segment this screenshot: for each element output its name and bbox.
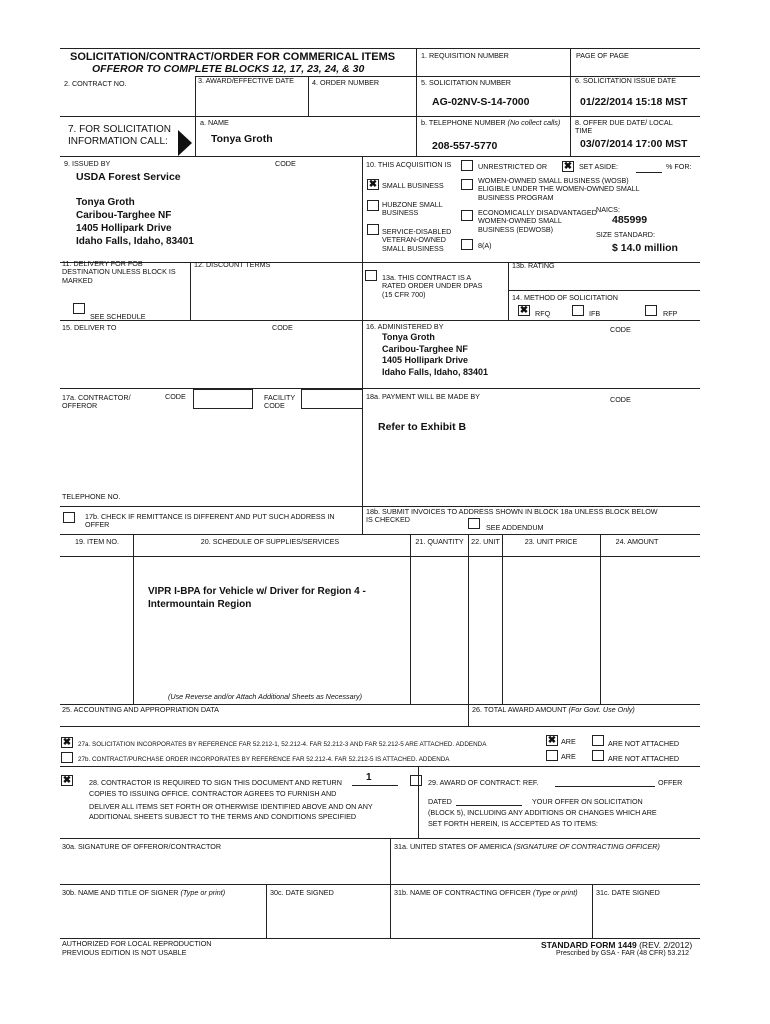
fob-destination-label: 11. DELIVERY FOR FOB DESTINATION UNLESS BLOCK IS MARKED (62, 259, 176, 285)
administered-by-label: 16. ADMINISTERED BY (366, 322, 444, 331)
award-effective-date-label: 3. AWARD/EFFECTIVE DATE (198, 76, 294, 85)
name-label: a. NAME (200, 118, 229, 127)
see-schedule-checkbox[interactable] (73, 303, 85, 314)
payment-made-by-value: Refer to Exhibit B (378, 421, 467, 433)
issuing-agency: USDA Forest Service (76, 171, 181, 183)
29-line-3: (BLOCK 5), INCLUDING ANY ADDITIONS OR CHANGES WHICH ARE (428, 808, 657, 817)
percent-for-label: % FOR: (666, 162, 692, 171)
info-call-label-1: 7. FOR SOLICITATION (68, 124, 171, 135)
officer-date-signed-label: 31c. DATE SIGNED (596, 888, 660, 897)
solicitation-issue-date-value: 01/22/2014 15:18 MST (580, 96, 688, 108)
naics-label: NAICS: (596, 205, 620, 214)
col-unit-price: 23. UNIT PRICE (524, 537, 578, 546)
edwosb-label: ECONOMICALLY DISADVANTAGED WOMEN-OWNED SMALL BUSINESS (EDWOSB) (478, 208, 597, 234)
29-offer-label: OFFER (658, 778, 683, 787)
signature-usa-text: 31a. UNITED STATES OF AMERICA (394, 842, 512, 851)
27b-checkbox[interactable] (61, 752, 73, 763)
28-copies-value: 1 (366, 772, 372, 783)
remittance-different-checkbox[interactable] (63, 512, 75, 523)
facility-code-field[interactable] (301, 389, 363, 409)
footer-previous-edition: PREVIOUS EDITION IS NOT USABLE (62, 948, 187, 957)
29-line-2: YOUR OFFER ON SOLICITATION (532, 797, 643, 806)
small-business-label: SMALL BUSINESS (382, 181, 444, 190)
27a-checkbox[interactable]: ✖ (62, 737, 72, 748)
telephone-label-text: b. TELEPHONE NUMBER (421, 118, 506, 127)
order-number-label: 4. ORDER NUMBER (312, 78, 380, 87)
contracting-officer-name-text: 31b. NAME OF CONTRACTING OFFICER (394, 888, 531, 897)
footer-form-rev: (REV. 2/2012) (639, 940, 693, 950)
rfq-checkbox[interactable]: ✖ (519, 305, 529, 316)
issued-by-line-3: 1405 Hollipark Drive (76, 223, 172, 234)
27a-are-not-checkbox[interactable] (592, 735, 604, 746)
rated-order-checkbox[interactable] (365, 270, 377, 281)
see-addendum-checkbox[interactable] (468, 518, 480, 529)
28-line-1: 28. CONTRACTOR IS REQUIRED TO SIGN THIS DOCUMENT AND RETURN (89, 778, 342, 787)
signer-name-note: (Type or print) (180, 888, 226, 897)
schedule-note: (Use Reverse and/or Attach Additional Sheets as Necessary) (168, 692, 363, 701)
size-standard-label: SIZE STANDARD: (596, 230, 655, 239)
issued-by-label: 9. ISSUED BY (64, 159, 111, 168)
solicitation-issue-date-label: 6. SOLICITATION ISSUE DATE (575, 76, 677, 85)
arrow-right-icon (178, 130, 192, 156)
discount-terms-label: 12. DISCOUNT TERMS (194, 260, 271, 269)
27a-are-checkbox[interactable]: ✖ (547, 735, 557, 746)
administered-by-code-label: CODE (610, 325, 631, 334)
payment-code-label: CODE (610, 395, 631, 404)
name-value: Tonya Groth (211, 133, 273, 145)
administered-by-line-4: Idaho Falls, Idaho, 83401 (382, 366, 489, 377)
sdvosb-checkbox[interactable] (367, 224, 379, 235)
contractor-code-label: CODE (165, 392, 186, 401)
telephone-no-label: TELEPHONE NO. (62, 492, 121, 501)
acquisition-label: 10. THIS ACQUISITION IS (366, 160, 452, 169)
29-award-label: 29. AWARD OF CONTRACT: REF. (428, 778, 539, 787)
8a-checkbox[interactable] (461, 239, 473, 250)
form-subtitle: OFFEROR TO COMPLETE BLOCKS 12, 17, 23, 24, & 30 (92, 63, 365, 75)
wosb-label: WOMEN-OWNED SMALL BUSINESS (WOSB) ELIGIBLE UNDER THE WOMEN-OWNED SMALL BUSINESS PROGRAM (478, 176, 640, 202)
rfq-label: RFQ (535, 309, 551, 318)
set-aside-label: SET ASIDE: (579, 162, 619, 171)
deliver-to-code-label: CODE (272, 323, 293, 332)
footer-local-reproduction: AUTHORIZED FOR LOCAL REPRODUCTION (62, 939, 212, 948)
administered-by-line-1: Tonya Groth (382, 332, 435, 342)
contracting-officer-name-label (394, 889, 578, 897)
rfp-label: RFP (663, 309, 678, 318)
info-call-label-2: INFORMATION CALL: (68, 136, 168, 147)
signer-name-label (62, 889, 225, 897)
page-of-page-label: PAGE OF PAGE (576, 51, 629, 60)
29-dated-label: DATED (428, 797, 452, 806)
submit-invoices-label: 18b. SUBMIT INVOICES TO ADDRESS SHOWN IN BLOCK 18a UNLESS BLOCK BELOW IS CHECKED (366, 507, 658, 525)
wosb-checkbox[interactable] (461, 179, 473, 190)
method-of-solicitation-label: 14. METHOD OF SOLICITATION (512, 293, 618, 302)
29-line-4: SET FORTH HEREIN, IS ACCEPTED AS TO ITEMS: (428, 819, 599, 828)
signature-usa-note: (SIGNATURE OF CONTRACTING OFFICER) (513, 842, 660, 851)
29-checkbox[interactable] (410, 775, 422, 786)
schedule-item-line-2: Intermountain Region (148, 599, 252, 610)
28-line-3: DELIVER ALL ITEMS SET FORTH OR OTHERWISE IDENTIFIED ABOVE AND ON ANY (89, 802, 373, 811)
28-line-2: COPIES TO ISSUING OFFICE. CONTRACTOR AGREES TO FURNISH AND (89, 789, 337, 798)
total-award-amount-label (472, 706, 635, 714)
offer-due-date-value: 03/07/2014 17:00 MST (580, 138, 688, 150)
solicitation-number-value: AG-02NV-S-14-7000 (432, 96, 530, 108)
27a-are-not-label: ARE NOT ATTACHED (608, 739, 680, 748)
ifb-label: IFB (589, 309, 601, 318)
see-addendum-label: SEE ADDENDUM (486, 523, 544, 532)
hubzone-label: HUBZONE SMALL BUSINESS (382, 200, 443, 218)
28-line-4: ADDITIONAL SHEETS SUBJECT TO THE TERMS AND CONDITIONS SPECIFIED (89, 812, 357, 821)
offer-due-date-label: 8. OFFER DUE DATE/ LOCAL TIME (575, 118, 673, 136)
27a-are-label: ARE (561, 737, 576, 746)
administered-by-line-2: Caribou-Targhee NF (382, 343, 468, 354)
col-unit: 22. UNIT (471, 537, 500, 546)
signature-offeror-label: 30a. SIGNATURE OF OFFEROR/CONTRACTOR (62, 842, 222, 851)
footer-form-id (541, 940, 692, 950)
27b-label: 27b. CONTRACT/PURCHASE ORDER INCORPORATES BY REFERENCE FAR 52.212-4. FAR 52.212-5 IS ATTACHED. ADDENDA (78, 756, 450, 763)
rfp-checkbox[interactable] (645, 305, 657, 316)
footer-form-name: STANDARD FORM 1449 (541, 940, 637, 950)
8a-label: 8(A) (478, 241, 492, 250)
offeror-date-signed-label: 30c. DATE SIGNED (270, 888, 334, 897)
set-aside-checkbox[interactable]: ✖ (563, 161, 573, 172)
see-schedule-label: SEE SCHEDULE (90, 312, 146, 321)
27b-are-checkbox[interactable] (546, 750, 558, 761)
total-award-amount-note: (For Govt. Use Only) (568, 705, 635, 714)
contracting-officer-name-note: (Type or print) (532, 888, 578, 897)
contract-no-label: 2. CONTRACT NO. (64, 79, 127, 88)
requisition-number-label: 1. REQUISITION NUMBER (421, 51, 509, 60)
naics-value: 485999 (612, 214, 648, 226)
total-award-amount-text: 26. TOTAL AWARD AMOUNT (472, 705, 567, 714)
issued-by-code-label: CODE (275, 159, 296, 168)
contractor-offeror-label: 17a. CONTRACTOR/ OFFEROR (62, 393, 131, 411)
col-amount: 24. AMOUNT (615, 537, 659, 546)
signature-usa-label (394, 843, 660, 851)
solicitation-number-label: 5. SOLICITATION NUMBER (421, 78, 511, 87)
contractor-code-field[interactable] (193, 389, 253, 409)
27b-are-label: ARE (561, 752, 576, 761)
rating-label: 13b. RATING (512, 261, 555, 270)
telephone-label (421, 119, 560, 127)
small-business-checkbox[interactable]: ✖ (368, 179, 378, 190)
deliver-to-label: 15. DELIVER TO (62, 323, 117, 332)
unrestricted-checkbox[interactable] (461, 160, 473, 171)
telephone-value: 208-557-5770 (432, 140, 498, 152)
footer-prescribed: Prescribed by GSA - FAR (48 CFR) 53.212 (556, 950, 690, 957)
27b-are-not-checkbox[interactable] (592, 750, 604, 761)
schedule-item-line-1: VIPR I-BPA for Vehicle w/ Driver for Region 4 - (148, 586, 366, 597)
28-checkbox[interactable]: ✖ (62, 775, 72, 786)
remittance-different-label: 17b. CHECK IF REMITTANCE IS DIFFERENT AND PUT SUCH ADDRESS IN OFFER (85, 512, 335, 530)
27a-label: 27a. SOLICITATION INCORPORATES BY REFERENCE FAR 52.212-1, 52.212-4. FAR 52.212-3 AND FAR 52.212-5 ARE ATTACHED. ADDENDA (78, 741, 487, 748)
size-standard-value: $ 14.0 million (612, 242, 678, 254)
ifb-checkbox[interactable] (572, 305, 584, 316)
issued-by-line-2: Caribou-Targhee NF (76, 210, 172, 221)
unrestricted-label: UNRESTRICTED OR (478, 162, 548, 171)
accounting-data-label: 25. ACCOUNTING AND APPROPRIATION DATA (62, 705, 219, 714)
edwosb-checkbox[interactable] (461, 210, 473, 221)
sdvosb-label: SERVICE-DISABLED VETERAN-OWNED SMALL BUSINESS (382, 227, 452, 253)
col-schedule-supplies: 20. SCHEDULE OF SUPPLIES/SERVICES (200, 537, 340, 546)
administered-by-line-3: 1405 Hollipark Drive (382, 355, 469, 365)
27b-are-not-label: ARE NOT ATTACHED (608, 754, 680, 763)
issued-by-line-4: Idaho Falls, Idaho, 83401 (76, 236, 194, 247)
facility-code-label: FACILITY CODE (264, 393, 296, 411)
col-quantity: 21. QUANTITY (415, 537, 464, 546)
form-title: SOLICITATION/CONTRACT/ORDER FOR COMMERICAL ITEMS (70, 51, 396, 63)
issued-by-line-1: Tonya Groth (76, 197, 135, 208)
rated-order-label: 13a. THIS CONTRACT IS A RATED ORDER UNDER DPAS (15 CFR 700) (382, 273, 483, 299)
col-item-no: 19. ITEM NO. (75, 537, 119, 546)
hubzone-checkbox[interactable] (367, 200, 379, 211)
signer-name-text: 30b. NAME AND TITLE OF SIGNER (62, 888, 179, 897)
telephone-note: (No collect calls) (507, 118, 561, 127)
payment-made-by-label: 18a. PAYMENT WILL BE MADE BY (366, 392, 480, 401)
